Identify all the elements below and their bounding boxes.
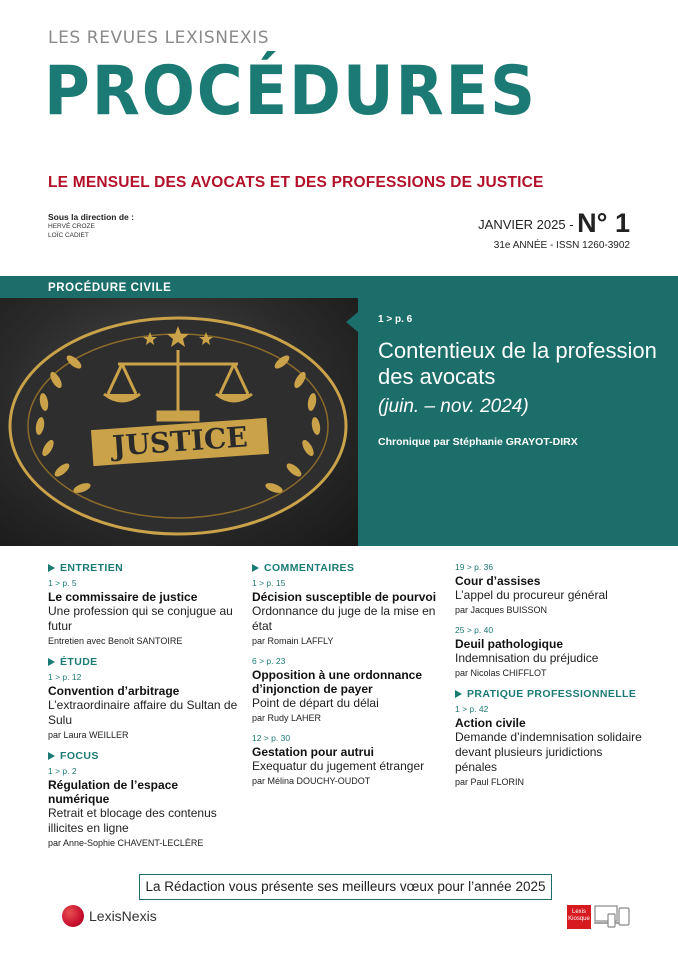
publisher-logo <box>62 905 157 927</box>
tagline: LE MENSUEL DES AVOCATS ET DES PROFESSIONS DE JUSTICE <box>48 174 544 191</box>
contents-column-3 <box>455 562 645 797</box>
section-heading-pratique <box>455 688 645 700</box>
entry-title: Régulation de l’espace numérique <box>48 778 179 806</box>
greetings-banner: La Rédaction vous présente ses meilleurs vœux pour l’année 2025 <box>139 874 552 900</box>
entry-title: Convention d’arbitrage <box>48 684 180 698</box>
section-heading-label: COMMENTAIRES <box>264 562 355 574</box>
entry-description: Ordonnance du juge de la mise en état <box>252 604 436 633</box>
entry-author: par Jacques BUISSON <box>455 605 548 615</box>
entry-ref: 12 > p. 30 <box>252 733 291 743</box>
entry-title: Cour d’assises <box>455 574 541 588</box>
issue-line <box>478 208 630 239</box>
entry-title: Décision susceptible de pourvoi <box>252 590 437 604</box>
publisher-name: LexisNexis <box>89 908 157 924</box>
entry-ref: 1 > p. 12 <box>48 672 82 682</box>
entry-description: Retrait et blocage des contenus illicites en ligne <box>48 806 217 835</box>
entry-description: Indemnisation du préjudice <box>455 651 599 665</box>
entry-description: Une profession qui se conjugue au futur <box>48 604 233 633</box>
magazine-title: PROCÉDURES <box>44 52 537 131</box>
entry-description: Exequatur du jugement étranger <box>252 759 425 773</box>
toc-entry[interactable] <box>252 656 442 723</box>
entry-title: Le commissaire de justice <box>48 590 198 604</box>
triangle-bullet-icon <box>252 564 259 572</box>
triangle-bullet-icon <box>48 752 55 760</box>
contents-column-1 <box>48 562 238 858</box>
issue-info <box>478 208 630 251</box>
devices-icon <box>594 904 632 930</box>
entry-ref: 6 > p. 23 <box>252 656 286 666</box>
section-heading-label: ÉTUDE <box>60 656 98 668</box>
entry-author: par Rudy LAHER <box>252 713 322 723</box>
entry-author: par Anne-Sophie CHAVENT-LECLÈRE <box>48 838 204 848</box>
entry-author: par Romain LAFFLY <box>252 636 334 646</box>
entry-description: Point de départ du délai <box>252 696 379 710</box>
justice-engraving: JUSTICE <box>111 420 249 463</box>
toc-entry[interactable] <box>48 578 238 646</box>
section-heading-label: ENTRETIEN <box>60 562 124 574</box>
feature-title: Contentieux de la profession des avocats <box>378 338 657 389</box>
feature-pointer <box>346 312 358 332</box>
entry-description: Demande d’indemnisation solidaire devant plusieurs juridictions pénales <box>455 730 642 774</box>
feature-article[interactable] <box>358 298 678 546</box>
toc-entry[interactable] <box>455 704 645 787</box>
issue-meta: 31e ANNÉE - ISSN 1260-3902 <box>493 240 630 251</box>
toc-entry[interactable] <box>48 766 238 848</box>
justice-emblem-photo <box>0 298 358 546</box>
justice-emblem-illustration <box>0 298 358 546</box>
entry-author: par Laura WEILLER <box>48 730 129 740</box>
feature-ref: 1 > p. 6 <box>378 314 413 325</box>
series-name: LES REVUES LEXISNEXIS <box>48 28 270 48</box>
feature-section-label: PROCÉDURE CIVILE <box>0 278 358 298</box>
toc-entry[interactable] <box>252 578 442 646</box>
entry-title: Gestation pour autrui <box>252 745 375 759</box>
feature-subtitle: (juin. – nov. 2024) <box>378 396 529 417</box>
toc-entry[interactable] <box>455 562 645 615</box>
entry-author: par Mélina DOUCHY-OUDOT <box>252 776 371 786</box>
entry-author: Entretien avec Benoît SANTOIRE <box>48 636 183 646</box>
section-heading-commentaires <box>252 562 442 574</box>
issue-date: JANVIER 2025 - <box>478 217 574 232</box>
toc-entry[interactable] <box>252 733 442 786</box>
direction-label: Sous la direction de : <box>48 212 134 222</box>
entry-author: par Nicolas CHIFFLOT <box>455 668 547 678</box>
section-heading-label: FOCUS <box>60 750 99 762</box>
triangle-bullet-icon <box>455 690 462 698</box>
entry-title: Opposition à une ordonnance d’injonction de payer <box>252 668 423 696</box>
toc-entry[interactable] <box>455 625 645 678</box>
entry-ref: 1 > p. 42 <box>455 704 489 714</box>
contents-column-2 <box>252 562 442 796</box>
toc-entry[interactable] <box>48 672 238 740</box>
entry-ref: 19 > p. 36 <box>455 562 494 572</box>
section-heading-label: PRATIQUE PROFESSIONNELLE <box>467 688 637 700</box>
entry-author: par Paul FLORIN <box>455 777 525 787</box>
director-name: HERVÉ CROZE <box>48 223 95 230</box>
issue-number: N° 1 <box>577 208 630 238</box>
editorial-direction <box>48 212 134 240</box>
entry-ref: 25 > p. 40 <box>455 625 494 635</box>
section-heading-focus <box>48 750 238 762</box>
entry-description: L’extraordinaire affaire du Sultan de Sulu <box>48 698 238 727</box>
entry-ref: 1 > p. 5 <box>48 578 77 588</box>
entry-ref: 1 > p. 2 <box>48 766 77 776</box>
triangle-bullet-icon <box>48 658 55 666</box>
section-heading-entretien <box>48 562 238 574</box>
feature-byline: Chronique par Stéphanie GRAYOT-DIRX <box>378 436 578 448</box>
section-heading-etude <box>48 656 238 668</box>
kiosque-badge[interactable]: Lexis Kiosque <box>567 905 591 929</box>
entry-title: Action civile <box>455 716 526 730</box>
entry-ref: 1 > p. 15 <box>252 578 286 588</box>
entry-title: Deuil pathologique <box>455 637 563 651</box>
triangle-bullet-icon <box>48 564 55 572</box>
director-name: LOÏC CADIET <box>48 232 89 239</box>
entry-description: L’appel du procureur général <box>455 588 608 602</box>
lexisnexis-logo-icon <box>62 905 84 927</box>
